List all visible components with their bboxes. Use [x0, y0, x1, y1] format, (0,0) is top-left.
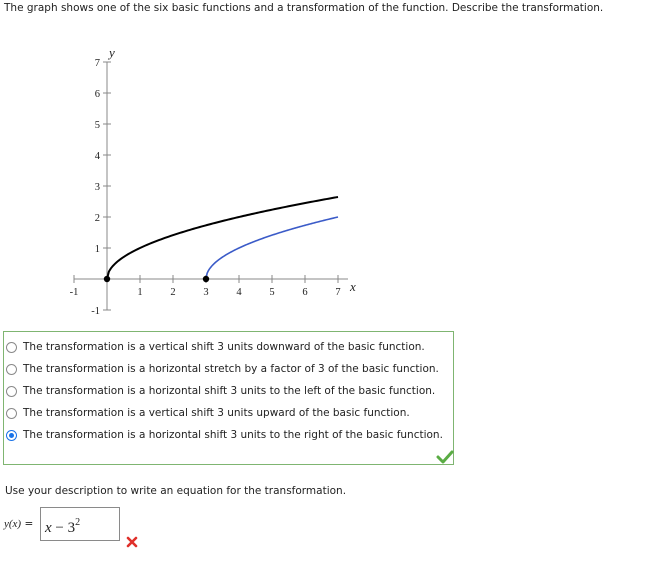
correct-check-icon [436, 450, 454, 464]
radio-button[interactable] [6, 364, 17, 375]
radio-button[interactable] [6, 386, 17, 397]
choice-2[interactable] [6, 360, 439, 378]
basic-curve-start-point [104, 276, 110, 282]
x-tick-label: -1 [69, 287, 79, 298]
equation-prompt: Use your description to write an equation for the transformation. [5, 485, 347, 497]
x-tick-label: 6 [302, 287, 308, 298]
y-tick-label: 5 [94, 120, 100, 131]
choice-4[interactable] [6, 404, 410, 422]
y-axis-label: y [109, 45, 115, 60]
choice-5[interactable] [6, 426, 443, 444]
answer-input[interactable] [40, 507, 120, 541]
choice-label: The transformation is a horizontal shift 3 units to the right of the basic function. [23, 429, 443, 441]
radio-button[interactable] [6, 408, 17, 419]
y-tick-label: 2 [94, 213, 100, 224]
y-tick-label: 1 [94, 244, 100, 255]
transformed-function-curve [206, 217, 338, 279]
choice-label: The transformation is a horizontal stretch by a factor of 3 of the basic function. [23, 363, 439, 375]
x-tick-label: 7 [335, 287, 341, 298]
y-tick-label: 3 [94, 182, 100, 193]
x-tick-label: 5 [269, 287, 275, 298]
radio-button[interactable] [6, 342, 17, 353]
choice-3[interactable] [6, 382, 435, 400]
basic-function-curve [107, 197, 338, 279]
answer-base: 3 [67, 520, 76, 536]
equation-label [4, 518, 33, 530]
x-axis-label: x [350, 279, 356, 294]
incorrect-x-icon [126, 536, 138, 548]
answer-variable: x [45, 520, 52, 536]
transformed-curve-start-point [203, 276, 209, 282]
x-tick-label: 4 [236, 287, 242, 298]
x-tick-label: 3 [203, 287, 209, 298]
choice-1[interactable] [6, 338, 425, 356]
x-tick-label: 1 [137, 287, 143, 298]
y-tick-label: -1 [91, 306, 100, 317]
answer-exponent: 2 [75, 517, 81, 528]
radio-button-selected[interactable] [6, 430, 17, 441]
x-tick-label: 2 [170, 287, 176, 298]
function-graph [0, 0, 360, 330]
answer-operator: − [51, 520, 68, 536]
y-tick-label: 7 [94, 58, 100, 69]
equals-sign: = [24, 518, 34, 530]
y-tick-label: 4 [94, 151, 100, 162]
choice-label: The transformation is a horizontal shift 3 units to the left of the basic function. [23, 385, 436, 397]
choice-label: The transformation is a vertical shift 3 units upward of the basic function. [23, 407, 410, 419]
question-text: The graph shows one of the six basic functions and a transformation of the function. Describe the transformation. [4, 2, 604, 14]
answer-choices [3, 331, 454, 465]
y-tick-label: 6 [94, 89, 100, 100]
choice-label: The transformation is a vertical shift 3 units downward of the basic function. [23, 341, 425, 353]
function-name: y(x) [4, 518, 22, 530]
